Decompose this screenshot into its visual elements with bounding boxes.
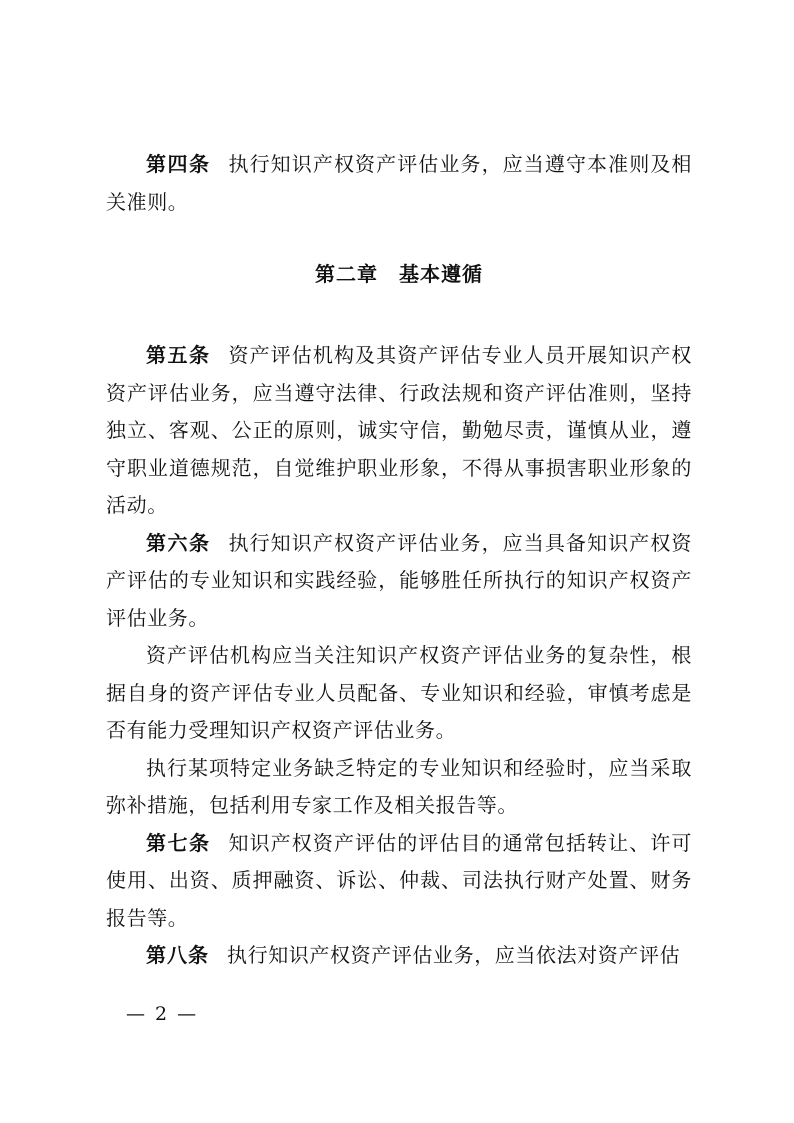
article-4-number: 第四条 bbox=[146, 152, 211, 176]
article-4-text: 执行知识产权资产评估业务，应当遵守本准则及相关准则。 bbox=[106, 152, 693, 214]
article-6-paragraph bbox=[106, 525, 692, 638]
article-5-text: 资产评估机构及其资产评估专业人员开展知识产权资产评估业务，应当遵守法律、行政法规和资产评估准则，坚持独立、客观、公正的原则，诚实守信，勤勉尽责，谨慎从业，遵守职业道德规范，自觉维护职业形象，不得从事损害职业形象的活动。 bbox=[106, 343, 693, 517]
article-8-paragraph bbox=[106, 937, 692, 975]
article-7-text: 知识产权资产评估的评估目的通常包括转让、许可使用、出资、质押融资、诉讼、仲裁、司法执行财产处置、财务报告等。 bbox=[106, 830, 693, 930]
article-5-paragraph bbox=[106, 337, 692, 525]
article-6-paragraph-2: 资产评估机构应当关注知识产权资产评估业务的复杂性，根据自身的资产评估专业人员配备、专业知识和经验，审慎考虑是否有能力受理知识产权资产评估业务。 bbox=[106, 643, 692, 742]
article-6-paragraph-3: 执行某项特定业务缺乏特定的专业知识和经验时，应当采取弥补措施，包括利用专家工作及相关报告等。 bbox=[106, 755, 692, 817]
document-body bbox=[106, 146, 692, 975]
article-7-paragraph bbox=[106, 825, 692, 938]
article-4-paragraph bbox=[106, 146, 692, 221]
article-6-text: 执行知识产权资产评估业务，应当具备知识产权资产评估的专业知识和实践经验，能够胜任所执行的知识产权资产评估业务。 bbox=[106, 530, 693, 630]
article-7-number: 第七条 bbox=[146, 830, 211, 855]
article-8-text: 执行知识产权资产评估业务，应当依法对资产评估 bbox=[227, 943, 681, 967]
article-6-number: 第六条 bbox=[146, 530, 211, 555]
page-number: — 2 — bbox=[126, 1003, 199, 1025]
article-8-number: 第八条 bbox=[146, 943, 209, 967]
article-5-number: 第五条 bbox=[146, 343, 211, 367]
chapter-2-heading: 第二章 基本遵循 bbox=[315, 262, 483, 286]
